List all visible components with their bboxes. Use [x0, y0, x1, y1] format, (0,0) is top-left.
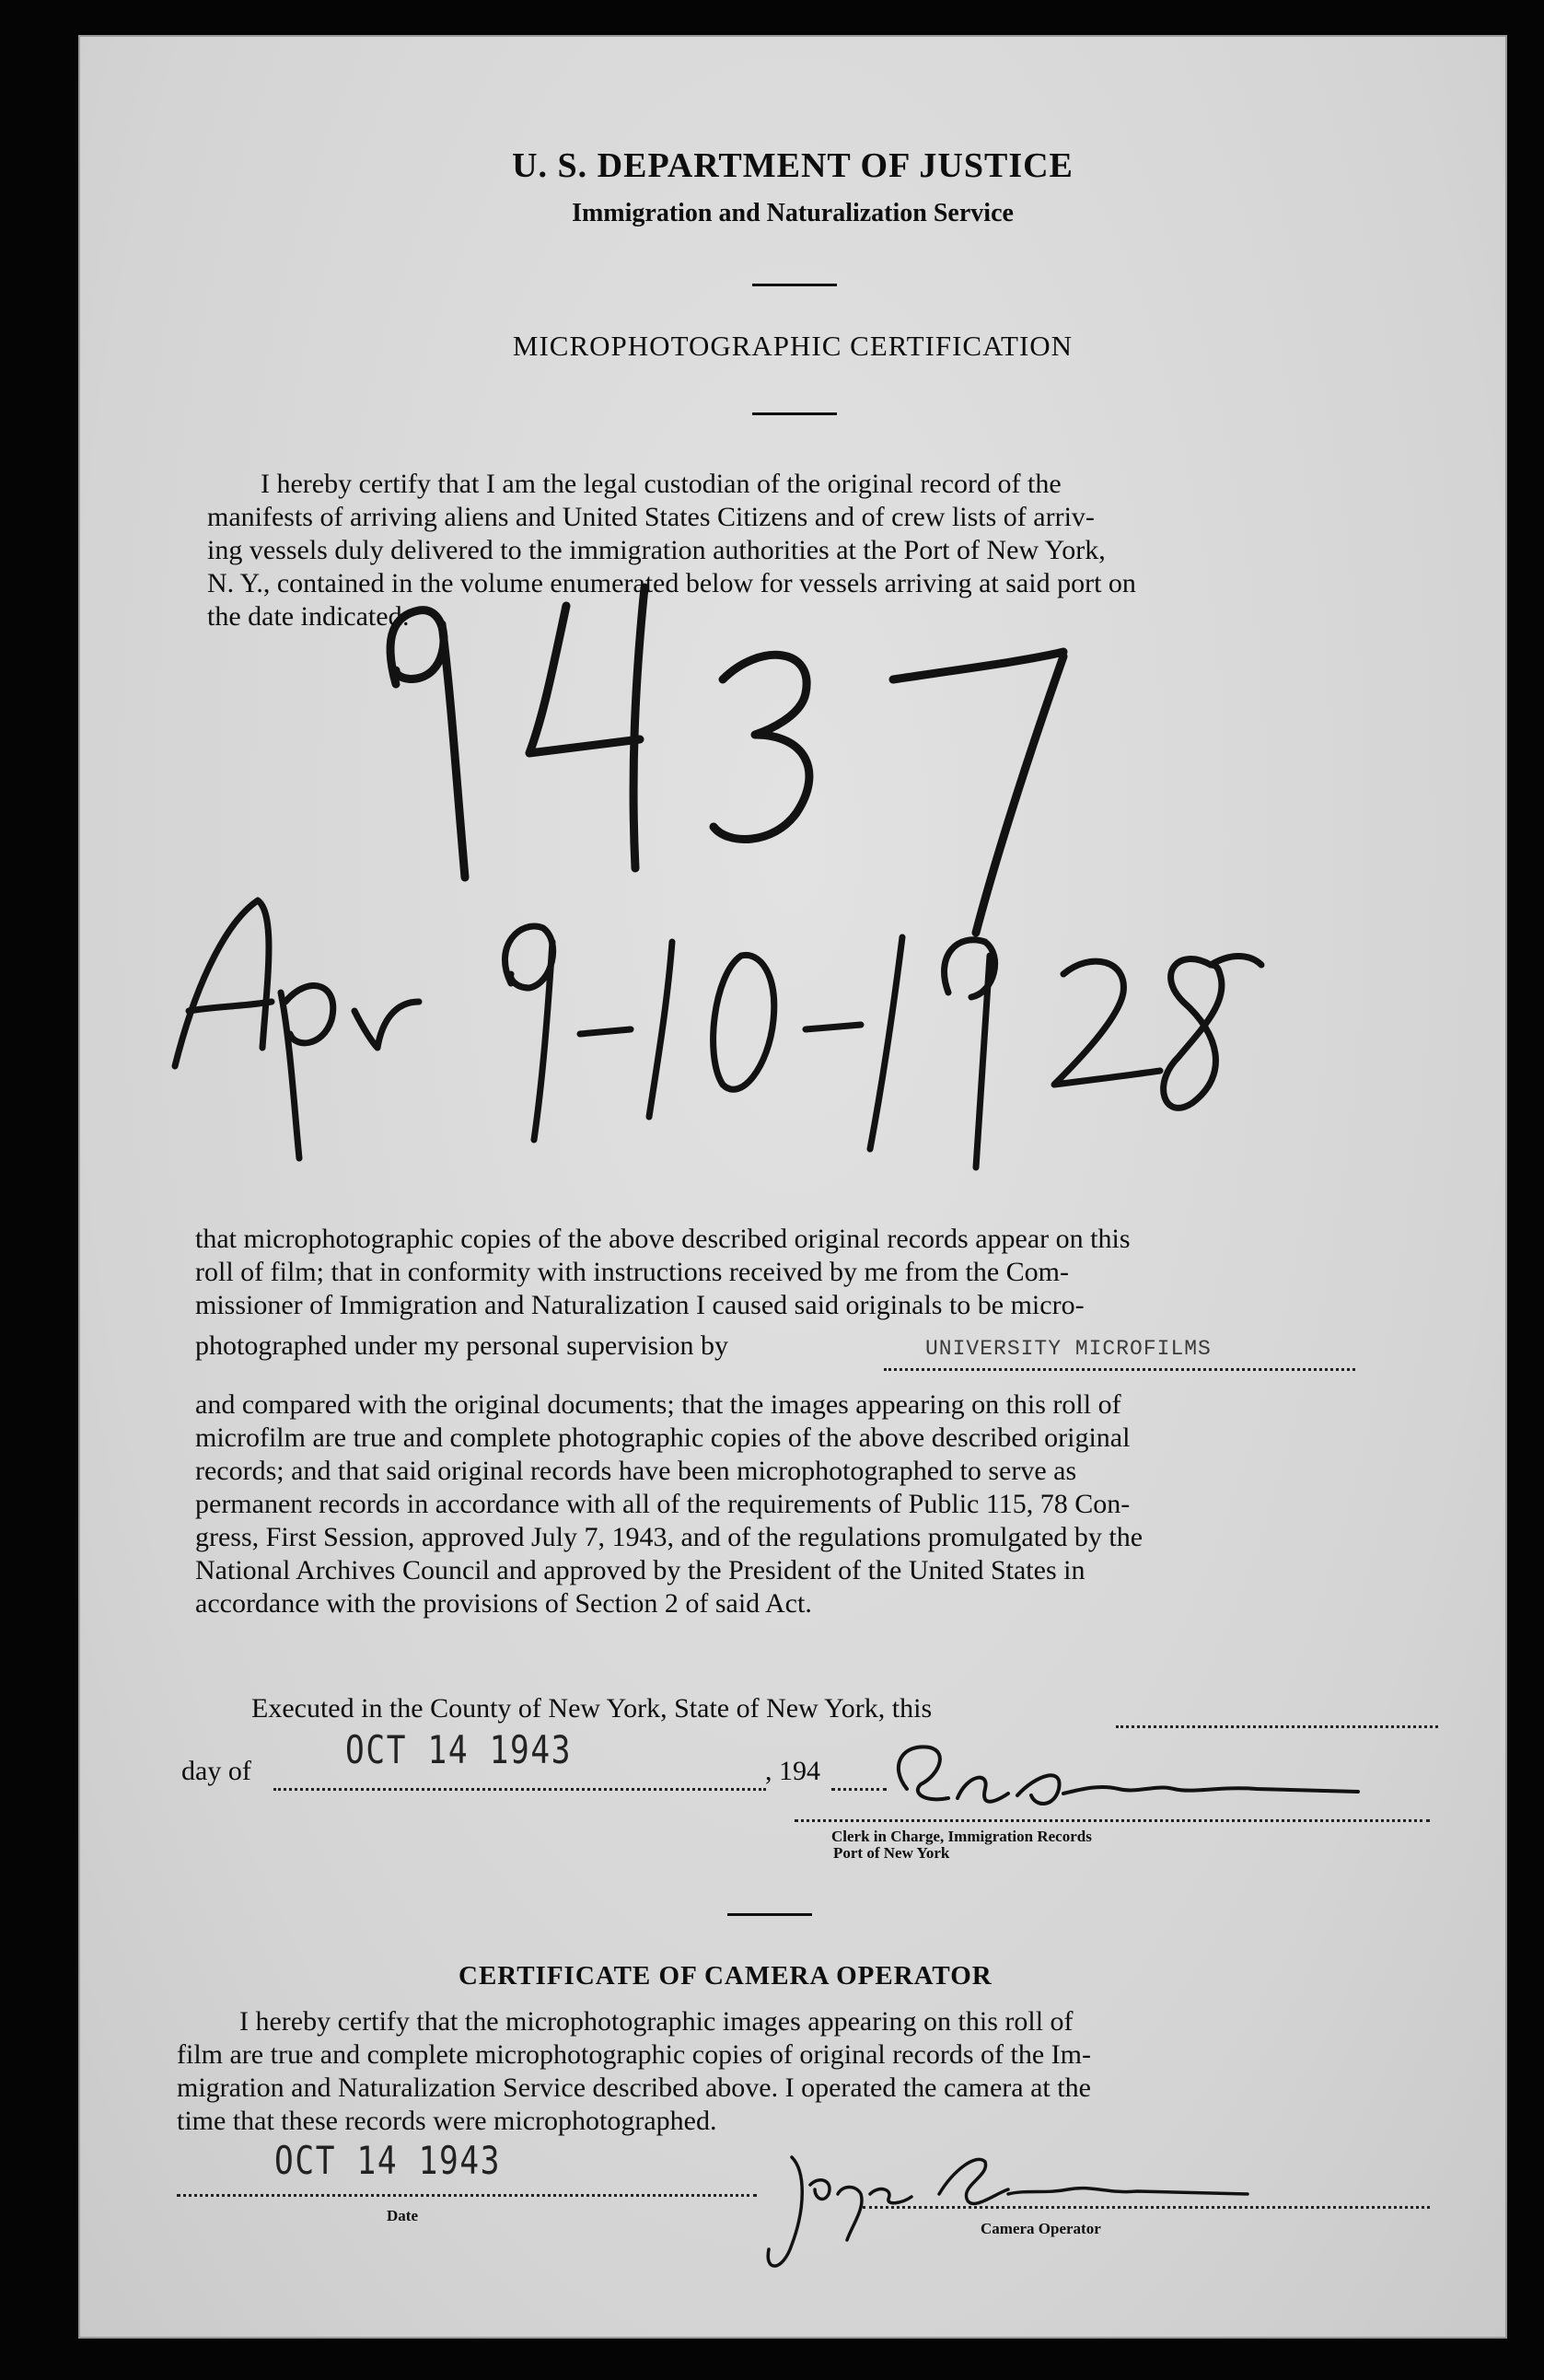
- handwritten-volume-number: [390, 587, 1063, 933]
- paragraph-line: missioner of Immigration and Naturalization I caused said originals to be micro-: [195, 1290, 1085, 1320]
- handwritten-arrival-date: [175, 900, 1261, 1167]
- department-heading: U. S. DEPARTMENT OF JUSTICE: [512, 146, 1074, 185]
- handwriting-layer: [78, 35, 1507, 2339]
- paragraph-line: ing vessels duly delivered to the immigration authorities at the Port of New York,: [207, 535, 1106, 565]
- supervision-prefix: photographed under my personal supervision by: [195, 1330, 729, 1361]
- executed-stamped-date: OCT 14 1943: [345, 1727, 573, 1772]
- paragraph-line: N. Y., contained in the volume enumerated below for vessels arriving at said port on: [207, 568, 1136, 598]
- clerk-signature: [899, 1747, 1358, 1804]
- paragraph-line: National Archives Council and approved by the President of the United States in: [195, 1555, 1085, 1585]
- paragraph-line: time that these records were microphotographed.: [177, 2106, 717, 2136]
- camera-operator-title: CERTIFICATE OF CAMERA OPERATOR: [459, 1961, 993, 1991]
- supervision-name: UNIVERSITY MICROFILMS: [925, 1337, 1212, 1361]
- paragraph-line: permanent records in accordance with all of the requirements of Public 115, 78 Con-: [195, 1489, 1131, 1519]
- paragraph-line: roll of film; that in conformity with instructions received by me from the Com-: [195, 1257, 1069, 1287]
- document-sheet: [78, 35, 1507, 2339]
- day-of-label: day of: [181, 1756, 251, 1786]
- paragraph-line: film are true and complete microphotographic copies of original records of the Im-: [177, 2039, 1091, 2070]
- paragraph-line: gress, First Session, approved July 7, 1943, and of the regulations promulgated by the: [195, 1522, 1143, 1552]
- operator-label: Camera Operator: [981, 2220, 1101, 2237]
- paragraph-line: I hereby certify that the microphotographic images appearing on this roll of: [239, 2006, 1074, 2037]
- clerk-title-line-1: Clerk in Charge, Immigration Records: [831, 1828, 1092, 1845]
- camera-stamped-date: OCT 14 1943: [274, 2138, 502, 2183]
- certification-title: MICROPHOTOGRAPHIC CERTIFICATION: [512, 330, 1074, 362]
- executed-line: Executed in the County of New York, State of New York, this: [251, 1693, 933, 1724]
- clerk-title-line-2: Port of New York: [833, 1844, 950, 1862]
- paragraph-line: migration and Naturalization Service described above. I operated the camera at the: [177, 2072, 1091, 2103]
- date-label: Date: [387, 2207, 418, 2224]
- paragraph-line: accordance with the provisions of Section 2 of said Act.: [195, 1588, 812, 1619]
- service-subheading: Immigration and Naturalization Service: [572, 199, 1014, 227]
- paragraph-line: records; and that said original records have been microphotographed to serve as: [195, 1456, 1077, 1486]
- paragraph-line: I hereby certify that I am the legal custodian of the original record of the: [261, 469, 1062, 499]
- paragraph-line: that microphotographic copies of the above described original records appear on this: [195, 1224, 1131, 1254]
- operator-signature: [768, 2157, 1248, 2266]
- paragraph-line: microfilm are true and complete photographic copies of the above described original: [195, 1422, 1131, 1453]
- paragraph-line: the date indicated:: [207, 601, 410, 632]
- year-suffix: , 194: [765, 1756, 820, 1786]
- paragraph-line: manifests of arriving aliens and United States Citizens and of crew lists of arriv-: [207, 502, 1095, 532]
- paragraph-line: and compared with the original documents; that the images appearing on this roll of: [195, 1389, 1121, 1420]
